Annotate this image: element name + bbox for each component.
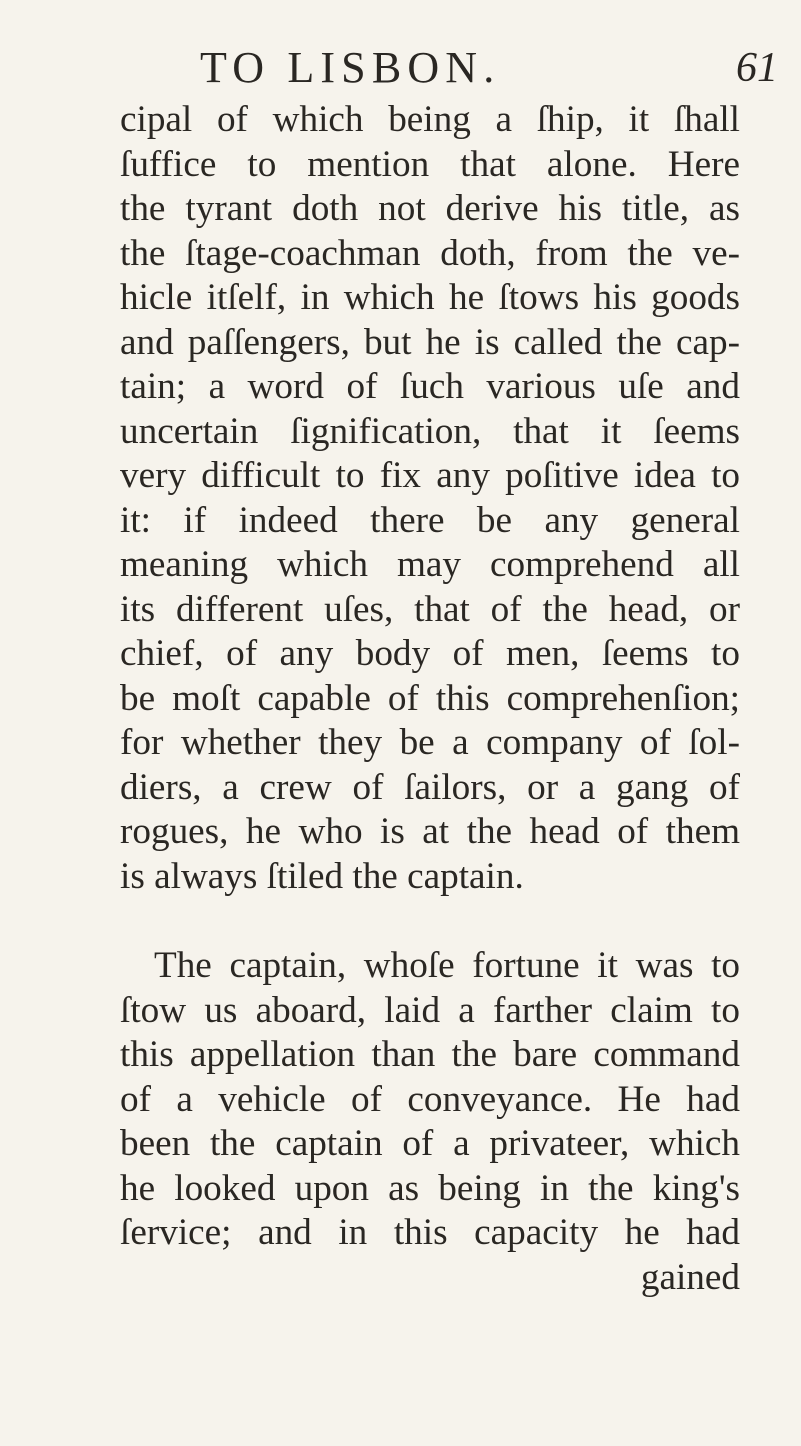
text-line: he looked upon as being in the king's <box>120 1167 740 1209</box>
text-line: ſervice; and in this capacity he had <box>120 1212 740 1253</box>
text-line: The captain, whoſe fortune it was to <box>154 945 740 986</box>
text-line: its different uſes, that of the head, or <box>120 588 740 630</box>
paragraph-2 <box>120 944 740 1256</box>
text-line: hicle itſelf, in which he ſtows his goods <box>120 277 740 318</box>
body-text <box>120 98 740 1300</box>
text-line: diers, a crew of ſailors, or a gang of <box>120 766 740 808</box>
text-line: cipal of which being a ſhip, it ſhall <box>120 99 740 140</box>
text-line: and paſſengers, but he is called the cap- <box>120 321 740 363</box>
paragraph-spacer <box>120 899 740 944</box>
text-line: very difficult to fix any poſitive idea to <box>120 455 740 496</box>
text-line: been the captain of a privateer, which <box>120 1123 740 1164</box>
text-line: rogues, he who is at the head of them <box>120 811 740 852</box>
text-line: chief, of any body of men, ſeems to <box>120 633 740 674</box>
text-line: the tyrant doth not derive his title, as <box>120 188 740 229</box>
text-line: this appellation than the bare command <box>120 1034 740 1075</box>
text-line: meaning which may comprehend all <box>120 544 740 585</box>
text-line: tain; a word of ſuch various uſe and <box>120 366 740 407</box>
text-line: it: if indeed there be any general <box>120 499 740 541</box>
page-number: 61 <box>736 45 778 91</box>
running-head: TO LISBON. <box>200 43 501 92</box>
text-line: be moſt capable of this comprehenſion; <box>120 677 740 719</box>
text-line: of a vehicle of conveyance. He had <box>120 1078 740 1120</box>
text-line: the ſtage-coachman doth, from the ve- <box>120 232 740 274</box>
paragraph-1 <box>120 98 740 899</box>
text-line: ſuffice to mention that alone. Here <box>120 143 740 185</box>
text-line: uncertain ſignification, that it ſeems <box>120 410 740 452</box>
text-line: for whether they be a company of ſol- <box>120 722 740 763</box>
text-line: is always ſtiled the captain. <box>120 855 524 897</box>
text-line: ſtow us aboard, laid a farther claim to <box>120 989 740 1031</box>
catchword: gained <box>640 1256 740 1298</box>
